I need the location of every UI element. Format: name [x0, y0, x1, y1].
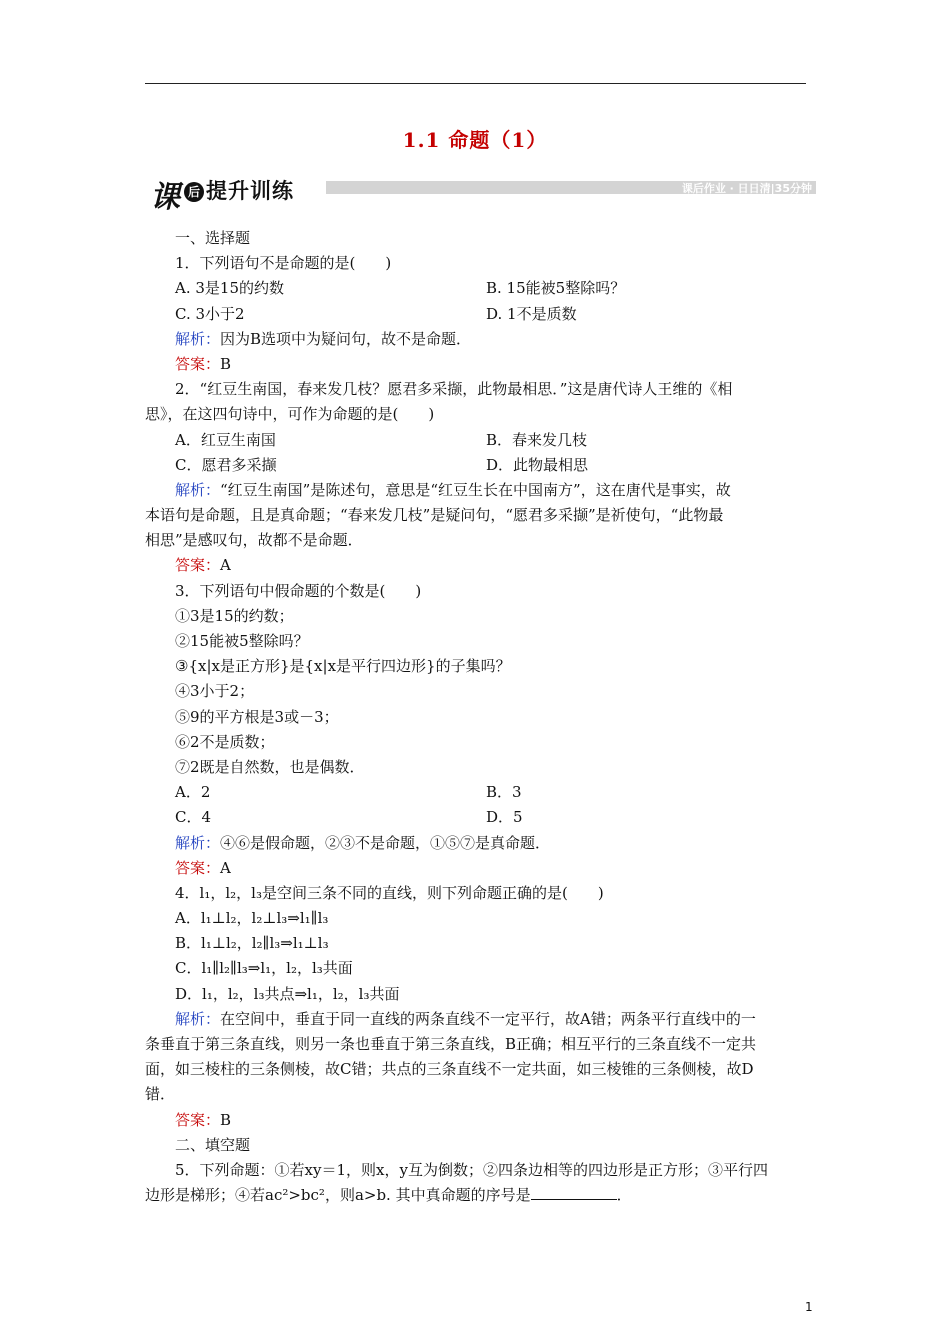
answer-value: A — [220, 556, 231, 575]
answer — [145, 856, 808, 881]
list-item: ③{x|x是正方形}是{x|x是平行四边形}的子集吗？ — [175, 657, 511, 676]
answer-label: 答案： — [175, 556, 221, 575]
answer-label: 答案： — [175, 858, 221, 877]
analysis-label: 解析： — [175, 329, 221, 348]
answer-blank[interactable] — [531, 1183, 617, 1200]
analysis-label: 解析： — [175, 833, 221, 852]
analysis-text: 面，如三棱柱的三条侧棱，故C错；共点的三条直线不一定共面，如三棱锥的三条侧棱，故D — [145, 1060, 754, 1079]
list-item: ④3小于2； — [175, 682, 255, 701]
option: D．此物最相思 — [486, 455, 589, 474]
header-rule — [145, 83, 806, 84]
option: D．5 — [486, 808, 523, 827]
analysis-text: 错． — [145, 1085, 176, 1104]
analysis — [145, 1007, 808, 1032]
section-heading: 二、填空题 — [175, 1135, 251, 1154]
question-stem: 4．l₁，l₂，l₃是空间三条不同的直线，则下列命题正确的是( ) — [175, 883, 604, 902]
option: B．l₁⊥l₂，l₂∥l₃⇒l₁⊥l₃ — [175, 934, 329, 953]
banner-circle-badge: 后 — [184, 182, 204, 202]
section-heading: 一、选择题 — [175, 229, 251, 247]
analysis-text: 因为B选项中为疑问句，故不是命题． — [220, 329, 472, 348]
answer — [145, 352, 808, 377]
analysis-text: 在空间中，垂直于同一直线的两条直线不一定平行，故A错；两条平行直线中的一 — [220, 1009, 756, 1028]
list-item: ⑦2既是自然数，也是偶数． — [175, 757, 365, 776]
list-item: ⑥2不是质数； — [175, 732, 275, 751]
answer-value: A — [220, 858, 231, 877]
question-stem: 2．“红豆生南国，春来发几枝？愿君多采撷，此物最相思．”这是唐代诗人王维的《相 — [175, 380, 733, 399]
banner-tag: 课后作业 · 日日清|35分钟 — [681, 182, 812, 195]
analysis — [145, 831, 808, 856]
option: C. 3小于2 — [175, 304, 245, 323]
analysis-text: ④⑥是假命题，②③不是命题，①⑤⑦是真命题． — [220, 833, 551, 852]
list-item: ⑤9的平方根是3或－3； — [175, 707, 339, 726]
section-banner — [150, 172, 816, 215]
option: A．l₁⊥l₂，l₂⊥l₃⇒l₁∥l₃ — [175, 909, 329, 928]
answer — [145, 1108, 808, 1133]
option: B. 15能被5整除吗？ — [486, 279, 626, 298]
option: C．4 — [175, 808, 212, 827]
option: B．春来发几枝 — [486, 430, 588, 449]
answer-label: 答案： — [175, 354, 221, 373]
option-row — [145, 453, 808, 478]
answer-value: B — [220, 1110, 232, 1129]
option: A．2 — [175, 783, 211, 802]
analysis-text: 相思”是感叹句，故都不是命题． — [145, 531, 363, 550]
page-title: 1.1 命题（1） — [402, 128, 548, 152]
question-stem: 1．下列语句不是命题的是( ) — [175, 254, 392, 273]
banner-logo: 课 — [150, 180, 180, 215]
analysis-text: 本语句是命题，且是真命题；“春来发几枝”是疑问句，“愿君多采撷”是祈使句，“此物最 — [145, 506, 724, 525]
answer-value: B — [220, 354, 232, 373]
analysis-text: 条垂直于第三条直线，则另一条也垂直于第三条直线，B正确；相互平行的三条直线不一定共 — [145, 1035, 757, 1053]
question-stem: 3．下列语句中假命题的个数是( ) — [175, 581, 422, 600]
analysis-label: 解析： — [175, 1009, 221, 1028]
option: C．愿君多采撷 — [175, 455, 277, 474]
option-row — [145, 780, 808, 805]
list-item: ②15能被5整除吗？ — [175, 632, 309, 650]
analysis — [145, 478, 808, 503]
option-row — [145, 428, 808, 453]
question-stem: 5．下列命题：①若xy＝1，则x，y互为倒数；②四条边相等的四边形是正方形；③平行四 — [175, 1160, 768, 1179]
option-row — [145, 805, 808, 830]
option: A. 3是15的约数 — [175, 279, 284, 298]
question-text: ． — [616, 1186, 632, 1205]
answer-label: 答案： — [175, 1110, 221, 1129]
analysis — [145, 327, 808, 352]
option: D．l₁，l₂，l₃共点⇒l₁，l₂，l₃共面 — [175, 984, 400, 1003]
banner-bar — [326, 181, 816, 194]
document-body — [145, 226, 808, 1208]
question-text: 边形是梯形；④若ac²>bc²，则a>b. 其中真命题的序号是 — [145, 1186, 531, 1205]
option: D. 1不是质数 — [486, 304, 577, 323]
list-item: ①3是15的约数； — [175, 606, 294, 625]
banner-name: 提升训练 — [206, 178, 294, 203]
question-stem — [145, 1183, 808, 1208]
analysis-label: 解析： — [175, 480, 221, 499]
page-number: 1 — [805, 1300, 813, 1314]
option-row — [145, 302, 808, 327]
answer — [145, 553, 808, 578]
analysis-text: “红豆生南国”是陈述句，意思是“红豆生长在中国南方”，这在唐代是事实，故 — [220, 480, 731, 499]
option: A．红豆生南国 — [175, 430, 276, 449]
question-stem: 思》，在这四句诗中，可作为命题的是( ) — [145, 405, 435, 424]
option: C．l₁∥l₂∥l₃⇒l₁，l₂，l₃共面 — [175, 959, 353, 978]
option-row — [145, 276, 808, 301]
option: B．3 — [486, 783, 522, 802]
